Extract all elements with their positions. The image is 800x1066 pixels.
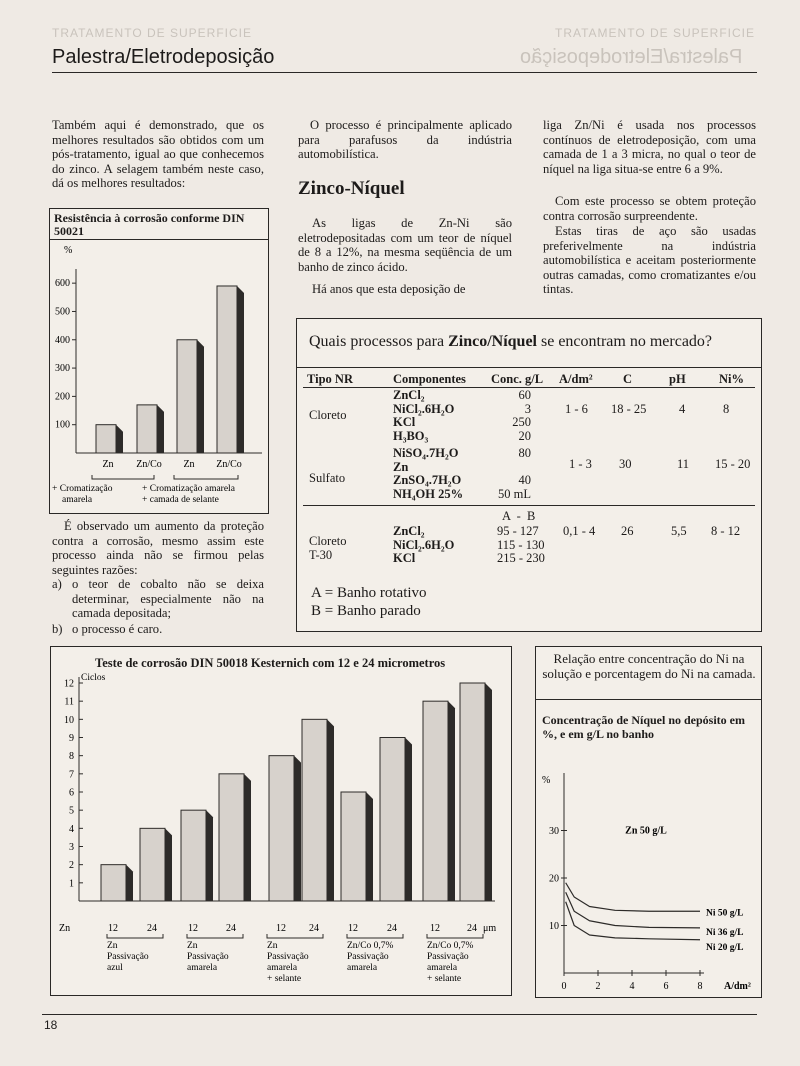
group1-conc-value: 3 xyxy=(524,401,531,416)
chart2-bar xyxy=(269,756,294,901)
group3-ph: 5,5 xyxy=(671,524,687,538)
chart2-x-label: 24 xyxy=(309,923,319,934)
group1-conc-value: 250 xyxy=(512,415,531,429)
chart2-bar-side xyxy=(366,792,373,901)
chart2-y-tick-label: 1 xyxy=(69,878,74,890)
group2-component: NiSO₄.7H₂O xyxy=(393,446,459,460)
legend-a: A = Banho rotativo xyxy=(311,585,427,601)
chart2-group-l4: + selante xyxy=(267,974,302,984)
chart1-y-tick-label: 300 xyxy=(55,363,70,375)
chart2-group-l1: Zn xyxy=(107,941,118,951)
process-table-title-pre: Quais processos para xyxy=(309,333,449,350)
chart1-bar-side xyxy=(197,340,204,453)
chart2-y-tick-label: 7 xyxy=(69,769,74,781)
chart3-curve-label-top: Zn 50 g/L xyxy=(625,825,667,837)
ab-header: A - B xyxy=(502,509,536,523)
chart1-note-left-line1: + Cromatização xyxy=(52,484,113,494)
group2-ni: 15 - 20 xyxy=(715,457,751,471)
chart2-x-label: 24 xyxy=(467,923,477,934)
chart2-group-l3: amarela xyxy=(427,963,458,973)
group2-type: Sulfato xyxy=(309,471,346,485)
chart2-bar-side xyxy=(165,828,172,901)
header-rule xyxy=(52,72,757,73)
chart2-y-tick-label: 6 xyxy=(69,787,74,799)
chart2-x-label: 12 xyxy=(430,923,440,934)
group3-conc xyxy=(497,525,545,566)
chart2-bar xyxy=(140,828,165,901)
chart2-x-label: 24 xyxy=(387,923,397,934)
group3-component: ZnCl₂ xyxy=(393,524,425,538)
group3-ni: 8 - 12 xyxy=(711,524,741,538)
chart3-x-title: A/dm² xyxy=(724,981,751,992)
chart1-x-label: Zn/Co xyxy=(136,459,162,470)
process-table-box xyxy=(296,318,762,632)
chart3-unit: % xyxy=(542,775,551,786)
chart2-bar-side xyxy=(405,738,412,902)
chart1-unit: % xyxy=(64,245,73,256)
group1-conc-value: 60 xyxy=(518,388,531,402)
reason-a-marker: a) xyxy=(52,577,62,591)
chart2-group-l1: Zn/Co 0,7% xyxy=(347,941,394,951)
process-table-title-bold: Zinco/Níquel xyxy=(448,333,537,350)
chart2-y-tick-label: 2 xyxy=(69,860,74,872)
group1-component: KCl xyxy=(393,415,416,429)
chart1-y-tick-label: 500 xyxy=(55,306,70,318)
chart2-bar-side xyxy=(485,683,492,901)
chart2-y-tick-label: 8 xyxy=(69,751,74,763)
chart2-box xyxy=(50,646,512,996)
group2-adm: 1 - 3 xyxy=(569,457,592,471)
chart2-first-group-zn: Zn xyxy=(59,923,71,934)
group2-ph: 11 xyxy=(677,457,690,471)
chart2-title: Teste de corrosão DIN 50018 Kesternich com 12 e 24 micrometros xyxy=(95,656,446,670)
chart2-bar-side xyxy=(448,701,455,901)
col2-p2: As ligas de Zn-Ni são eletrodepositadas com um teor de níquel de 8 a 12%, na mesma seqüência de um banho de zinco ácido. xyxy=(298,216,512,274)
th-ni: Ni% xyxy=(719,372,744,386)
chart2-bar xyxy=(101,865,126,901)
chart3-title: Concentração de Níquel no depósito em %, e em g/L no banho xyxy=(542,713,745,741)
chart2-bar xyxy=(423,701,448,901)
chart3-x-tick-label: 0 xyxy=(561,981,567,992)
chart1-bracket-left xyxy=(92,475,154,479)
group2-conc-value: 40 xyxy=(518,473,531,487)
col1-intro: Também aqui é demonstrado, que os melhores resultados são obtidos com um pós-tratamento, igual ao que conhecemos do zinco. A selagem também neste caso, dá os melhores resultados: xyxy=(52,118,264,191)
group2-conc-value: 50 mL xyxy=(498,486,531,501)
legend-b: B = Banho parado xyxy=(311,603,421,619)
section-heading-zinco-niquel: Zinco-Níquel xyxy=(298,178,405,199)
page-title: Palestra/Eletrodeposição xyxy=(52,46,275,68)
chart2-y-tick-label: 4 xyxy=(69,823,74,835)
col3-p3: Estas tiras de aço são usadas preferivelmente na indústria automobilística e aceitam posteriormente outras camadas, como cromatizantes e/ou tintas. xyxy=(543,224,756,297)
col2-p3: Há anos que esta deposição de xyxy=(312,282,466,296)
group2-component: NH₄OH 25% xyxy=(393,486,464,501)
chart2-group-l3: amarela xyxy=(347,963,378,973)
chart3-series-label: Ni 50 g/L xyxy=(706,908,744,919)
group3-component: NiCl₂.6H₂O xyxy=(393,537,455,552)
group2-conc-value: 80 xyxy=(518,446,531,460)
chart3-series-line xyxy=(566,892,700,928)
chart2-um-unit: μm xyxy=(483,923,497,934)
chart1-note-left-line2: amarela xyxy=(62,495,93,505)
chart2-group-bracket xyxy=(347,934,403,938)
chart2-group-l1: Zn xyxy=(187,941,198,951)
chart3-y-tick-label: 30 xyxy=(549,826,559,837)
group3-c: 26 xyxy=(621,524,634,538)
chart2-x-label: 24 xyxy=(226,923,236,934)
th-conc: Conc. g/L xyxy=(491,372,544,386)
chart1-bar-side xyxy=(157,405,164,453)
group3-conc-value: 115 - 130 xyxy=(497,537,545,552)
group1-component: NiCl₂.6H₂O xyxy=(393,401,455,416)
chart3-caption-rule xyxy=(536,699,761,700)
group1-ni: 8 xyxy=(723,402,730,416)
chart2-y-tick-label: 9 xyxy=(69,733,74,744)
group2-component: ZnSO₄.7H₂O xyxy=(393,473,462,487)
col3-p1: liga Zn/Ni é usada nos processos contínuos de eletrodeposição, com uma camada de 1 a 3 micra, no qual o teor de níquel na liga situa-se entre 6 a 9%. xyxy=(543,118,756,176)
group2-conc xyxy=(498,447,531,501)
reason-a: o teor de cobalto não se deixa determinar, especialmente não na camada depositada; xyxy=(72,577,264,621)
chart3-series-line xyxy=(566,902,700,940)
reason-b-marker: b) xyxy=(52,622,63,636)
group2-component: Zn xyxy=(393,459,409,474)
group1-ph: 4 xyxy=(679,402,686,416)
group1-component: ZnCl₂ xyxy=(393,388,425,402)
chart2-group-l3: amarela xyxy=(267,963,298,973)
chart1-bracket-right xyxy=(174,475,238,479)
ghost-mirror-title: Palestra/Eletrodeposição xyxy=(520,46,743,68)
chart3-x-tick-label: 6 xyxy=(663,981,669,992)
group3-type2: T-30 xyxy=(309,548,333,562)
chart2-bar xyxy=(219,774,244,901)
chart2-svg xyxy=(51,669,511,991)
group3-components xyxy=(393,525,454,566)
group3-conc-value: 95 - 127 xyxy=(497,524,539,538)
chart1-bar xyxy=(177,340,197,453)
process-table-title-post: se encontram no mercado? xyxy=(536,333,713,350)
th-ph: pH xyxy=(669,372,686,386)
chart2-y-tick-label: 3 xyxy=(69,842,74,853)
process-table-title xyxy=(309,333,712,351)
chart2-group-bracket xyxy=(107,934,163,938)
chart2-group-l2: Passivação xyxy=(187,952,229,962)
group1-components xyxy=(393,389,454,443)
chart1-bar xyxy=(217,286,237,453)
chart2-y-tick-label: 11 xyxy=(64,696,74,708)
chart2-group-bracket xyxy=(427,934,483,938)
chart2-group-l3: amarela xyxy=(187,963,218,973)
chart1-x-label: Zn/Co xyxy=(216,459,242,470)
chart3-svg xyxy=(536,753,761,993)
chart2-group-l2: Passivação xyxy=(427,952,469,962)
ghost-running-head-left: TRATAMENTO DE SUPERFICIE xyxy=(52,26,253,40)
group1-component: H₃BO₃ xyxy=(393,428,429,443)
chart2-group-bracket xyxy=(267,934,323,938)
group3-adm: 0,1 - 4 xyxy=(563,524,596,538)
chart2-y-tick-label: 5 xyxy=(69,805,74,817)
chart2-group-bracket xyxy=(187,934,243,938)
chart2-bar xyxy=(380,738,405,902)
chart2-bar-side xyxy=(126,865,133,901)
chart2-x-label: 12 xyxy=(348,923,358,934)
ghost-running-head-right: TRATAMENTO DE SUPERFICIE xyxy=(555,26,756,40)
process-table-rule xyxy=(297,367,761,368)
reason-b: o processo é caro. xyxy=(72,622,163,636)
chart2-group-l1: Zn/Co 0,7% xyxy=(427,941,474,951)
chart1-y-tick-label: 400 xyxy=(55,334,70,346)
th-tipo: Tipo NR xyxy=(307,372,353,386)
chart1-bar-side xyxy=(116,425,123,453)
chart1-box xyxy=(49,208,269,514)
group-divider xyxy=(303,505,755,506)
chart2-bar-side xyxy=(206,810,213,901)
chart2-bar xyxy=(460,683,485,901)
chart2-unit: Ciclos xyxy=(81,673,106,683)
chart2-group-l4: + selante xyxy=(427,974,462,984)
footer-rule xyxy=(42,1014,757,1015)
th-componentes: Componentes xyxy=(393,372,466,386)
chart2-x-label: 12 xyxy=(108,923,118,934)
chart1-bar xyxy=(137,405,157,453)
chart2-bar xyxy=(181,810,206,901)
group1-c: 18 - 25 xyxy=(611,402,647,416)
chart2-group-l2: Passivação xyxy=(347,952,389,962)
group1-type: Cloreto xyxy=(309,408,347,422)
th-c: C xyxy=(623,372,633,386)
chart3-caption: Relação entre concentração do Ni na solução e porcentagem do Ni na camada. xyxy=(542,651,756,681)
chart3-x-tick-label: 4 xyxy=(629,981,635,992)
chart3-box xyxy=(535,646,762,998)
chart3-series-label: Ni 36 g/L xyxy=(706,927,744,938)
group1-conc xyxy=(512,389,531,443)
chart2-x-label: 12 xyxy=(188,923,198,934)
chart2-group-l2: Passivação xyxy=(267,952,309,962)
chart2-y-tick-label: 10 xyxy=(64,714,74,726)
chart2-bar-side xyxy=(327,719,334,901)
chart1-note-right-line1: + Cromatização amarela xyxy=(142,484,235,494)
group1-adm: 1 - 6 xyxy=(565,402,588,416)
chart2-group-l2: Passivação xyxy=(107,952,149,962)
chart2-bar xyxy=(341,792,366,901)
chart2-bar xyxy=(302,719,327,901)
chart3-y-tick-label: 10 xyxy=(549,921,559,932)
chart2-y-tick-label: 12 xyxy=(64,678,74,690)
col2-p1: O processo é principalmente aplicado para parafusos da indústria automobilística. xyxy=(298,118,512,162)
chart3-series-line xyxy=(566,883,700,912)
chart1-bar xyxy=(96,425,116,453)
chart1-bar-side xyxy=(237,286,244,453)
chart1-x-label: Zn xyxy=(183,459,195,470)
chart2-bar-side xyxy=(244,774,251,901)
chart1-x-label: Zn xyxy=(102,459,114,470)
chart3-x-tick-label: 2 xyxy=(595,981,601,992)
chart1-title: Resistência à corrosão conforme DIN 50021 xyxy=(54,211,245,238)
group3-component: KCl xyxy=(393,551,416,565)
chart1-y-tick-label: 200 xyxy=(55,391,70,403)
group2-components xyxy=(393,447,463,501)
col3-p2: Com este processo se obtem proteção contra corrosão surpreendente. xyxy=(543,194,756,223)
chart1-y-tick-label: 100 xyxy=(55,419,70,431)
chart3-x-tick-label: 8 xyxy=(697,981,703,992)
col1-after-chart: É observado um aumento da proteção contra a corrosão, mesmo assim este processo ainda não se firmou pelas seguintes razões: xyxy=(52,519,264,577)
chart1-note-right-line2: + camada de selante xyxy=(142,495,219,505)
th-adm: A/dm² xyxy=(559,372,593,386)
chart1-y-tick-label: 600 xyxy=(55,278,70,290)
group2-conc-value xyxy=(498,461,531,475)
group3-type: Cloreto xyxy=(309,534,347,548)
chart2-group-l1: Zn xyxy=(267,941,278,951)
group1-conc-value: 20 xyxy=(518,428,531,443)
chart1-svg xyxy=(50,239,268,513)
chart3-y-tick-label: 20 xyxy=(549,873,559,885)
chart2-group-l3: azul xyxy=(107,963,123,973)
chart2-bar-side xyxy=(294,756,301,901)
chart2-x-label: 24 xyxy=(147,923,157,934)
chart2-x-label: 12 xyxy=(276,923,286,934)
group3-conc-value: 215 - 230 xyxy=(497,551,545,565)
page-number: 18 xyxy=(44,1018,58,1032)
chart3-series-label: Ni 20 g/L xyxy=(706,942,744,953)
group2-c: 30 xyxy=(619,457,632,471)
